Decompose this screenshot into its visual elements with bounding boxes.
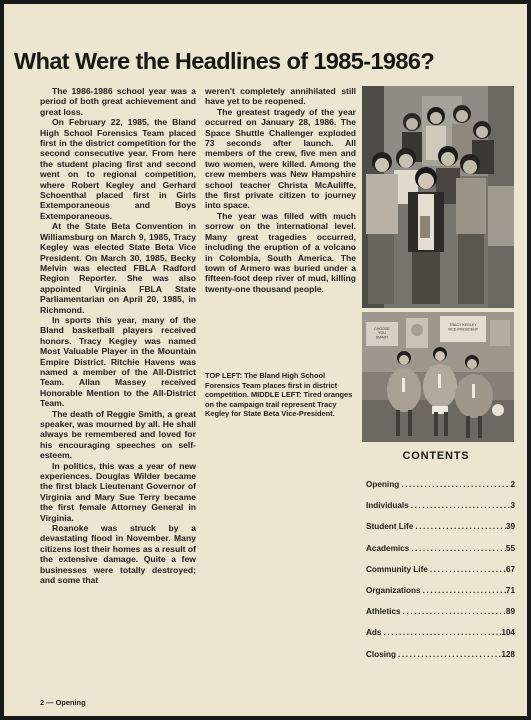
- contents-item-page: 3: [510, 501, 515, 511]
- contents-item: [366, 586, 515, 607]
- article-column-2: [205, 86, 356, 294]
- contents-item-page: 55: [505, 543, 515, 553]
- contents-item-label: Individuals: [366, 501, 409, 511]
- campaign-sign-right: [448, 323, 479, 331]
- contents-leader-dots: [413, 522, 506, 531]
- contents-item-label: Academics: [366, 543, 410, 553]
- article-paragraph: The death of Reggie Smith, a great speaker, was mourned by all. He shall always be remembered and loved for his encouraging speeches on self-esteem.: [40, 408, 196, 461]
- yearbook-page: [4, 4, 527, 716]
- campaign-sign-right-line: TRACY KEGLEY: [449, 323, 477, 327]
- contents-item-page: 128: [501, 649, 515, 659]
- article-paragraph: The greatest tragedy of the year occurred on January 28, 1986. The Space Shuttle Challenger exploded 73 seconds after launch. All members of the crew, five men and two women, were killed. Among the crew members was New Hampshire school teacher Christa McAuliffe, the first private citizen to journey into space.: [205, 106, 356, 211]
- contents-item-page: 39: [505, 522, 515, 532]
- article-column-1: [40, 86, 196, 586]
- photo-caption: TOP LEFT: The Bland High School Forensics Team places first in district competition. MIDDLE LEFT: Tired oranges on the campaign trail represent Tracy Kegley for State Beta Vice-President.: [205, 371, 353, 419]
- contents-item-page: 67: [505, 564, 515, 574]
- contents-item: [366, 522, 515, 543]
- contents-item-label: Athletics: [366, 607, 401, 617]
- page-footer: 2 — Opening: [40, 698, 86, 707]
- contents-leader-dots: [401, 607, 506, 616]
- contents-leader-dots: [421, 586, 506, 595]
- campaign-sign-right-line: VICE-PRESIDENT: [447, 327, 479, 332]
- contents-item-page: 89: [505, 607, 515, 617]
- contents-item-label: Ads: [366, 628, 382, 638]
- contents-item-label: Organizations: [366, 585, 421, 595]
- contents-item-label: Community Life: [366, 564, 428, 574]
- article-paragraph: In politics, this was a year of new experiences. Douglas Wilder became the first black Lieutenant Governor of Virginia and Mary Sue Terry became the first female Attorney General in Virginia.: [40, 460, 196, 523]
- page-headline: What Were the Headlines of 1985-1986?: [14, 48, 435, 74]
- contents-item: [366, 650, 515, 671]
- article-paragraph: weren't completely annihilated still have yet to be reopened.: [205, 86, 356, 107]
- article-paragraph: Roanoke was struck by a devastating flood in November. Many citizens lost their homes as a result of the extensive damage. Quite a few businesses were totally destroyed; and some that: [40, 523, 196, 586]
- contents-item-page: 2: [510, 480, 515, 489]
- contents-leader-dots: [409, 501, 511, 510]
- article-paragraph: The year was filled with much sorrow on the international level. Many great tragedies occurred, including the eruption of a volcano in Colombia, South America. The town of Armero was buried under a fifteen-foot deep river of mud, killing twenty-one thousand people.: [205, 210, 356, 294]
- contents-item-label: Student Life: [366, 522, 414, 532]
- contents-item: [366, 565, 515, 586]
- contents-leader-dots: [428, 565, 506, 574]
- contents-item: [366, 607, 515, 628]
- forensics-team-photo: [362, 86, 514, 308]
- article-paragraph: At the State Beta Convention in Williamsburg on March 9, 1985, Tracy Kegley was elected State Beta Vice President. On March 30, 1985, Becky Melvin was elected FBLA Radford Region Reporter. She was also appointed Virginia FBLA State Parliamentarian on April 20, 1985, in Richmond.: [40, 221, 196, 315]
- contents-title: CONTENTS: [402, 450, 470, 462]
- article-paragraph: In sports this year, many of the Bland basketball players received honors. Tracy Kegley was named Most Valuable Player in the Mountain Empire District. Ritchie Havens was named a member of the All-District Team. Allan Massey received Honorable Mention to the All-District Team.: [40, 314, 196, 409]
- contents-item-page: 71: [505, 585, 515, 595]
- article-paragraph: The 1986-1986 school year was a period of both great achievement and great loss.: [40, 86, 196, 117]
- contents-item: [366, 501, 515, 522]
- contents-leader-dots: [399, 480, 510, 489]
- contents-list: [366, 480, 515, 671]
- campaign-sign-left-line: YOU: [378, 331, 386, 336]
- campaign-sign-left-line: SMART: [375, 335, 389, 340]
- contents-leader-dots: [409, 544, 506, 553]
- campaign-oranges-photo-art: [362, 312, 514, 442]
- forensics-team-photo-art: [362, 86, 514, 308]
- campaign-oranges-photo: [362, 312, 514, 442]
- contents-item-page: 104: [501, 628, 515, 638]
- contents-item: [366, 544, 515, 565]
- campaign-sign-left-line: CHOOSE: [374, 327, 390, 331]
- contents-item-label: Closing: [366, 649, 397, 659]
- contents-item: [366, 480, 515, 501]
- contents-item-label: Opening: [366, 480, 400, 489]
- article-paragraph: On February 22, 1985, the Bland High School Forensics Team placed first in the district competition for the second consecutive year. From here the student placing first and second went on to regional competition, where Robert Kegley and Gerhard Schoenthal placed first in Girls Extemporaneous and Boys Extemporaneous.: [40, 117, 196, 221]
- contents-item: [366, 628, 515, 649]
- contents-leader-dots: [381, 628, 501, 637]
- contents-leader-dots: [396, 650, 501, 659]
